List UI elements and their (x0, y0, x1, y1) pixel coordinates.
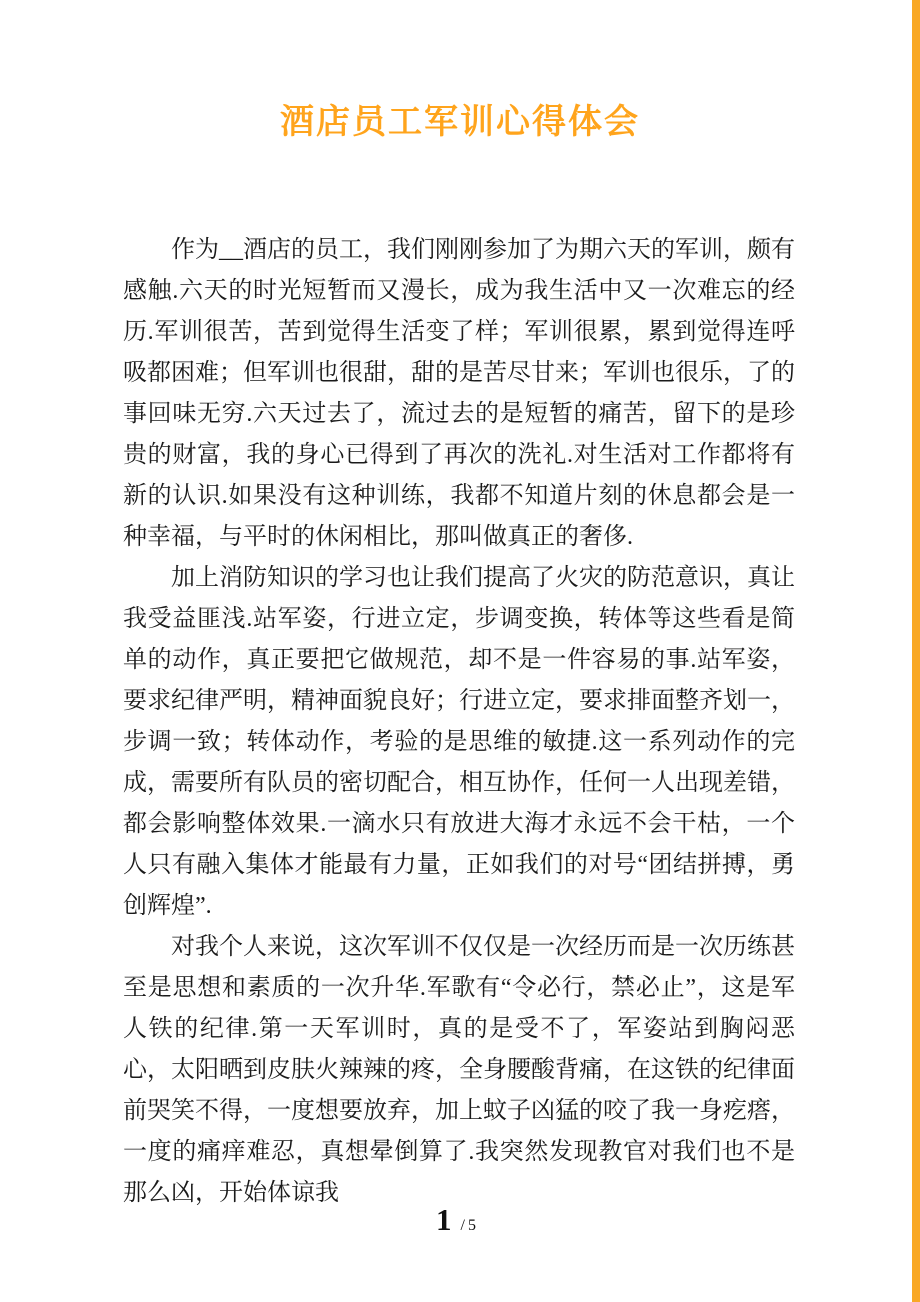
total-pages-number: 5 (467, 1217, 476, 1234)
body-paragraph-1: 作为__酒店的员工，我们刚刚参加了为期六天的军训，颇有感触.六天的时光短暂而又漫长，成为我生活中又一次难忘的经历.军训很苦，苦到觉得生活变了样；军训很累，累到觉得连呼吸都困难；但军训也很甜，甜的是苦尽甘来；军训也很乐，了的事回味无穷.六天过去了，流过去的是短暂的痛苦，留下的是珍贵的财富，我的身心已得到了再次的洗礼.对生活对工作都将有新的认识.如果没有这种训练，我都不知道片刻的休息都会是一种幸福，与平时的休闲相比，那叫做真正的奢侈. (123, 237, 795, 550)
page-footer (0, 1202, 912, 1238)
body-paragraph-3: 对我个人来说，这次军训不仅仅是一次经历而是一次历练甚至是思想和素质的一次升华.军歌有“令必行，禁必止”，这是军人铁的纪律.第一天军训时，真的是受不了，军姿站到胸闷恶心，太阳晒到皮肤火辣辣的疼，全身腰酸背痛，在这铁的纪律面前哭笑不得，一度想要放弃，加上蚊子凶猛的咬了我一身疙瘩，一度的痛痒难忍，真想晕倒算了.我突然发现教官对我们也不是那么凶，开始体谅我 (123, 934, 795, 1206)
page-number-separator: / (460, 1217, 465, 1234)
document-body (123, 230, 795, 1214)
current-page-number: 1 (436, 1202, 452, 1237)
right-edge-accent-bar (912, 0, 920, 1302)
body-paragraph-2: 加上消防知识的学习也让我们提高了火灾的防范意识，真让我受益匪浅.站军姿，行进立定，步调变换，转体等这些看是简单的动作，真正要把它做规范，却不是一件容易的事.站军姿，要求纪律严明，精神面貌良好；行进立定，要求排面整齐划一，步调一致；转体动作，考验的是思维的敏捷.这一系列动作的完成，需要所有队员的密切配合，相互协作，任何一人出现差错，都会影响整体效果.一滴水只有放进大海才永远不会干枯，一个人只有融入集体才能最有力量，正如我们的对号“团结拼搏，勇创辉煌”. (123, 565, 795, 919)
document-title: 酒店员工军训心得体会 (280, 104, 640, 141)
